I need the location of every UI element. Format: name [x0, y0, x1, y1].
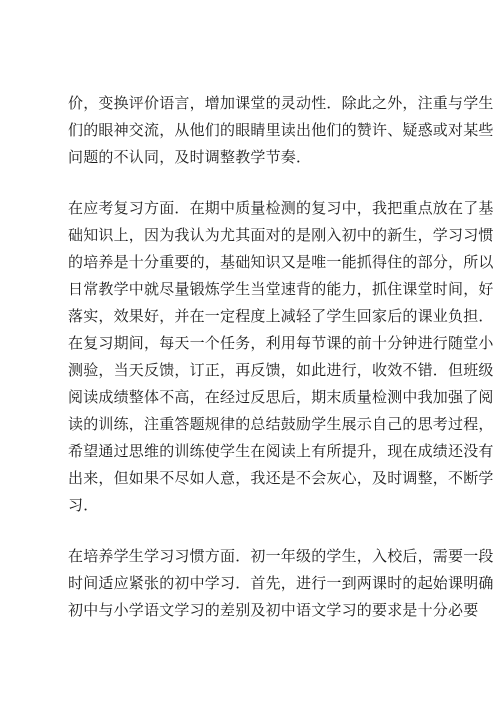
text-line: 读的训练，注重答题规律的总结鼓励学生展示自己的思考过程，: [68, 415, 494, 433]
text-line: 价，变换评价语言，增加课堂的灵动性．除此之外，注重与学生: [68, 94, 494, 112]
text-line: 时间适应紧张的初中学习．首先，进行一到两课时的起始课明确: [68, 574, 494, 592]
text-line: 测验，当天反馈，订正，再反馈，如此进行，收效不错．但班级: [68, 361, 494, 379]
text-line: 的培养是十分重要的，基础知识又是唯一能抓得住的部分，所以: [68, 253, 494, 271]
text-line: 阅读成绩整体不高，在经过反思后，期末质量检测中我加强了阅: [68, 388, 494, 406]
text-line: 在复习期间，每天一个任务，利用每节课的前十分钟进行随堂小: [68, 334, 494, 352]
text-line: 在培养学生学习习惯方面．初一年级的学生，入校后，需要一段: [68, 547, 494, 565]
text-line: 初中与小学语文学习的差别及初中语文学习的要求是十分必要: [68, 601, 479, 619]
text-line: 日常教学中就尽量锻炼学生当堂速背的能力，抓住课堂时间，好: [68, 280, 494, 298]
text-line: 出来，但如果不尽如人意，我还是不会灰心，及时调整，不断学: [68, 469, 494, 487]
text-line: 习．: [68, 496, 99, 514]
text-line: 希望通过思维的训练使学生在阅读上有所提升，现在成绩还没有: [68, 442, 494, 460]
text-line: 础知识上，因为我认为尤其面对的是刚入初中的新生，学习习惯: [68, 226, 494, 244]
text-line: 在应考复习方面．在期中质量检测的复习中，我把重点放在了基: [68, 199, 494, 217]
text-line: 落实，效果好，并在一定程度上减轻了学生回家后的课业负担．: [68, 307, 494, 325]
text-line: 们的眼神交流，从他们的眼睛里读出他们的赞许、疑惑或对某些: [68, 121, 494, 139]
text-line: 问题的不认同，及时调整教学节奏．: [68, 148, 312, 166]
